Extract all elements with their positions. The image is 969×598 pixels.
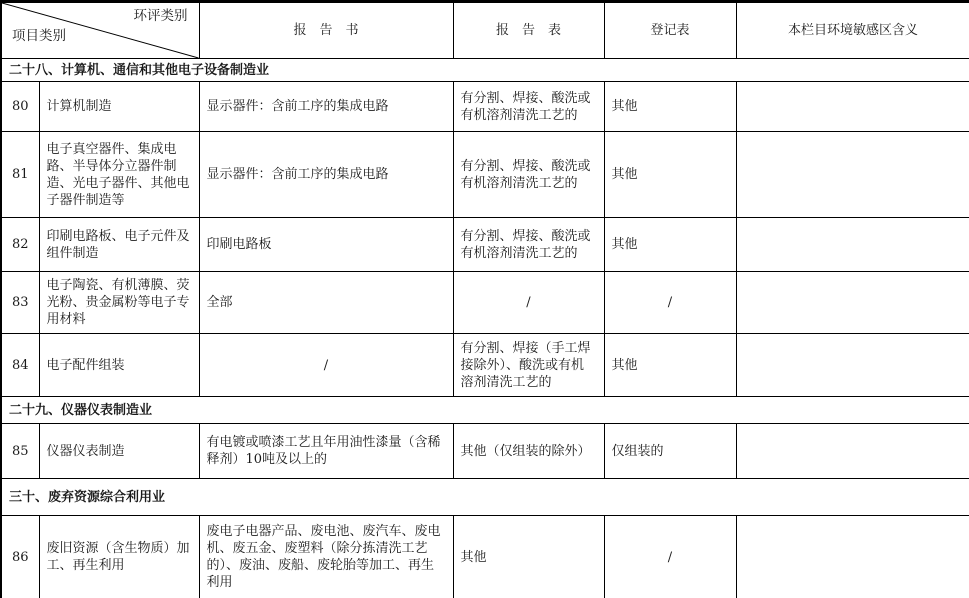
table-row-86: [1, 516, 969, 598]
cell-report-form: 有分割、焊接、酸洗或有机溶剂清洗工艺的: [453, 82, 604, 132]
cell-no: 85: [1, 424, 39, 479]
cell-sensitive-meaning: [736, 82, 969, 132]
cell-report-book: 显示器件：含前工序的集成电路: [199, 132, 453, 218]
cell-sensitive-meaning: [736, 424, 969, 479]
cell-no: 81: [1, 132, 39, 218]
cell-report-form: 有分割、焊接、酸洗或有机溶剂清洗工艺的: [453, 218, 604, 272]
cell-registration-form: 其他: [604, 218, 736, 272]
corner-header-cell: [1, 2, 199, 59]
section-row-30: [1, 479, 969, 516]
cell-report-form: 有分割、焊接、酸洗或有机溶剂清洗工艺的: [453, 132, 604, 218]
section-row-29: [1, 397, 969, 424]
table-row-81: [1, 132, 969, 218]
section-title-28: 二十八、计算机、通信和其他电子设备制造业: [1, 59, 969, 82]
cell-category: 电子配件组装: [39, 334, 199, 397]
col-header-report-form: 报 告 表: [453, 2, 604, 59]
cell-registration-form: 其他: [604, 132, 736, 218]
cell-report-form: 其他（仅组装的除外）: [453, 424, 604, 479]
cell-report-book: 有电镀或喷漆工艺且年用油性漆量（含稀释剂）10吨及以上的: [199, 424, 453, 479]
cell-registration-form: 其他: [604, 82, 736, 132]
cell-report-book: 全部: [199, 272, 453, 334]
header-project-category-label: 项目类别: [12, 28, 66, 44]
cell-no: 84: [1, 334, 39, 397]
table-row-84: [1, 334, 969, 397]
cell-report-book: 印刷电路板: [199, 218, 453, 272]
cell-registration-form: 其他: [604, 334, 736, 397]
cell-category: 仪器仪表制造: [39, 424, 199, 479]
section-title-29: 二十九、仪器仪表制造业: [1, 397, 969, 424]
header-eia-category-label: 环评类别: [133, 8, 188, 24]
col-header-registration-form: 登记表: [604, 2, 736, 59]
cell-report-form: 其他: [453, 516, 604, 598]
cell-sensitive-meaning: [736, 334, 969, 397]
col-header-sensitive-meaning: 本栏目环境敏感区含义: [736, 2, 969, 59]
cell-registration-form: /: [604, 272, 736, 334]
cell-report-book: 显示器件：含前工序的集成电路: [199, 82, 453, 132]
cell-category: 废旧资源（含生物质）加工、再生利用: [39, 516, 199, 598]
section-row-28: [1, 59, 969, 82]
table-row-83: [1, 272, 969, 334]
cell-no: 82: [1, 218, 39, 272]
section-title-30: 三十、废弃资源综合利用业: [1, 479, 969, 516]
table-header-row: [1, 2, 969, 59]
cell-category: 电子陶瓷、有机薄膜、荧光粉、贵金属粉等电子专用材料: [39, 272, 199, 334]
cell-sensitive-meaning: [736, 218, 969, 272]
cell-no: 86: [1, 516, 39, 598]
cell-category: 电子真空器件、集成电路、半导体分立器件制造、光电子器件、其他电子器件制造等: [39, 132, 199, 218]
cell-report-form: /: [453, 272, 604, 334]
cell-category: 印刷电路板、电子元件及组件制造: [39, 218, 199, 272]
cell-registration-form: /: [604, 516, 736, 598]
cell-category: 计算机制造: [39, 82, 199, 132]
cell-no: 83: [1, 272, 39, 334]
table-row-82: [1, 218, 969, 272]
table-row-80: [1, 82, 969, 132]
cell-report-form: 有分割、焊接（手工焊接除外）、酸洗或有机溶剂清洗工艺的: [453, 334, 604, 397]
cell-registration-form: 仅组装的: [604, 424, 736, 479]
cell-sensitive-meaning: [736, 132, 969, 218]
cell-no: 80: [1, 82, 39, 132]
cell-report-book: 废电子电器产品、废电池、废汽车、废电机、废五金、废塑料（除分拣清洗工艺的）、废油、废船、废轮胎等加工、再生利用: [199, 516, 453, 598]
cell-sensitive-meaning: [736, 516, 969, 598]
cell-sensitive-meaning: [736, 272, 969, 334]
cell-report-book: /: [199, 334, 453, 397]
col-header-report-book: 报 告 书: [199, 2, 453, 59]
table-row-85: [1, 424, 969, 479]
